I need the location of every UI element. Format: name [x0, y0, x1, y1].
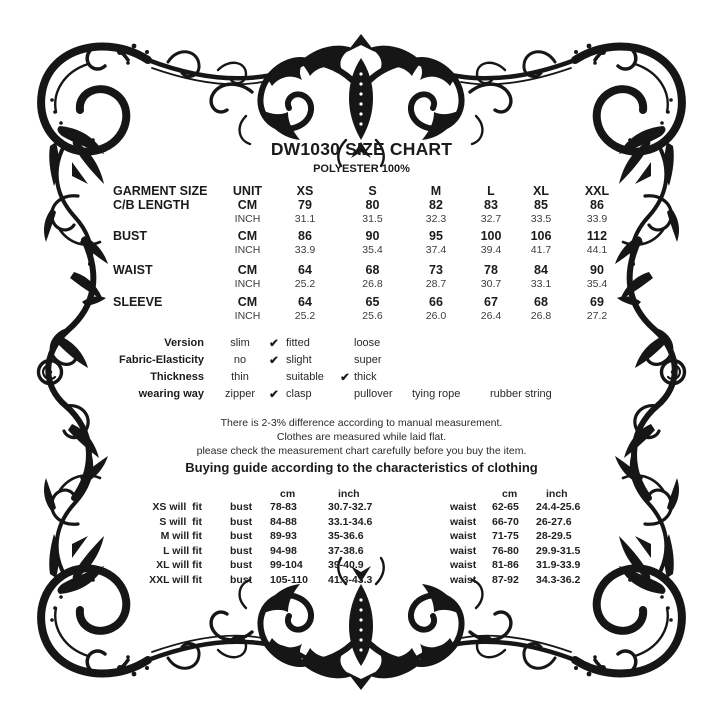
value-cell: 33.9 — [294, 244, 316, 256]
value-cell: 25.2 — [294, 278, 316, 290]
part-label: bust — [230, 559, 253, 572]
inch-range: 30.7-32.7 — [328, 501, 373, 514]
part-label: bust — [230, 544, 253, 557]
attribute-row-thickness — [100, 368, 640, 385]
part-label: bust — [230, 573, 253, 586]
attribute-option: slim — [230, 336, 250, 349]
fit-label: XXL will fit — [149, 573, 202, 586]
table-row — [113, 243, 627, 257]
value-cell: 78 — [484, 263, 498, 277]
attribute-option: rubber string — [490, 387, 552, 400]
part-label: waist — [450, 573, 477, 586]
attribute-option: clasp — [286, 387, 312, 400]
attribute-row-wearing-way — [100, 385, 640, 402]
fit-label: XS will fit — [152, 501, 202, 514]
value-cell: 73 — [429, 263, 443, 277]
value-cell: 68 — [534, 295, 548, 309]
fabric-subtitle: POLYESTER 100% — [313, 163, 410, 175]
buying-guide-row — [140, 573, 602, 588]
check-icon: ✔ — [340, 371, 350, 384]
value-cell: 26.4 — [480, 310, 502, 322]
value-cell: 33.9 — [586, 213, 608, 225]
row-label: BUST — [113, 229, 148, 243]
value-cell: 37.4 — [425, 244, 447, 256]
fit-label: M will fit — [160, 530, 202, 543]
col-garment-size: GARMENT SIZE — [113, 183, 208, 198]
unit-cell: CM — [237, 198, 258, 212]
part-label: bust — [230, 515, 253, 528]
fit-label: S will fit — [159, 515, 202, 528]
unit-cell: INCH — [234, 310, 261, 322]
cm-range: 94-98 — [270, 544, 297, 557]
inch-range: 26-27.6 — [536, 515, 572, 528]
col-m: M — [430, 183, 442, 198]
value-cell: 86 — [590, 198, 604, 212]
cm-range: 81-86 — [492, 559, 519, 572]
col-unit: UNIT — [232, 183, 263, 198]
buying-guide-row — [140, 558, 602, 573]
fit-label: L will fit — [163, 544, 202, 557]
inch-range: 34.3-36.2 — [536, 573, 581, 586]
attribute-option: slight — [286, 353, 312, 366]
buying-guide-table — [140, 487, 602, 587]
value-cell: 26.8 — [530, 310, 552, 322]
value-cell: 69 — [590, 295, 604, 309]
check-icon: ✔ — [269, 354, 279, 367]
value-cell: 26.8 — [362, 278, 383, 290]
attribute-option: thick — [354, 370, 377, 383]
inch-range: 31.9-33.9 — [536, 559, 581, 572]
part-label: waist — [450, 559, 477, 572]
inch-range: 24.4-25.6 — [536, 501, 581, 514]
part-label: waist — [450, 501, 477, 514]
col-xxl: XXL — [584, 183, 610, 198]
row-label: WAIST — [113, 263, 153, 277]
inch-range: 33.1-34.6 — [328, 515, 373, 528]
value-cell: 90 — [365, 229, 380, 243]
row-label: SLEEVE — [113, 295, 163, 309]
value-cell: 31.5 — [362, 213, 383, 225]
unit-cell: CM — [237, 263, 258, 277]
value-cell: 32.3 — [425, 213, 447, 225]
size-table-header — [113, 183, 627, 198]
part-label: waist — [450, 530, 477, 543]
note-line: please check the measurement chart carefully before you buy the item. — [196, 445, 527, 457]
header-inch: inch — [546, 487, 568, 500]
table-row — [113, 212, 627, 226]
col-xs: XS — [296, 183, 314, 198]
attribute-option: pullover — [354, 387, 393, 400]
header-inch: inch — [338, 487, 360, 500]
value-cell: 85 — [534, 198, 548, 212]
cm-range: 84-88 — [270, 515, 297, 528]
cm-range: 66-70 — [492, 515, 519, 528]
buying-guide-row — [140, 529, 602, 544]
value-cell: 64 — [298, 263, 312, 277]
value-cell: 25.2 — [294, 310, 316, 322]
attribute-label: Fabric-Elasticity — [119, 353, 204, 366]
inch-range: 41.3-43.3 — [328, 573, 373, 586]
row-label: C/B LENGTH — [113, 198, 190, 212]
table-row — [113, 277, 627, 291]
value-cell: 95 — [429, 229, 443, 243]
value-cell: 90 — [590, 263, 604, 277]
value-cell: 65 — [365, 295, 380, 309]
note-line: There is 2-3% difference according to manual measurement. — [220, 417, 503, 429]
attribute-option: tying rope — [412, 387, 461, 400]
value-cell: 80 — [365, 198, 380, 212]
value-cell: 35.4 — [362, 244, 383, 256]
cm-range: 78-83 — [270, 501, 297, 514]
value-cell: 86 — [298, 229, 312, 243]
value-cell: 79 — [298, 198, 312, 212]
cm-range: 99-104 — [270, 559, 303, 572]
attribute-label: Version — [164, 336, 204, 349]
page-title: DW1030 SIZE CHART — [270, 139, 453, 159]
attribute-option: no — [233, 353, 247, 366]
value-cell: 41.7 — [530, 244, 552, 256]
attribute-row-version — [100, 334, 640, 351]
attribute-option: thin — [231, 370, 249, 383]
value-cell: 67 — [484, 295, 498, 309]
value-cell: 44.1 — [586, 244, 608, 256]
cm-range: 87-92 — [492, 573, 519, 586]
value-cell: 32.7 — [480, 213, 502, 225]
value-cell: 112 — [586, 229, 608, 243]
value-cell: 33.5 — [530, 213, 552, 225]
cm-range: 105-110 — [270, 573, 308, 586]
part-label: waist — [450, 515, 477, 528]
table-row — [113, 309, 627, 323]
col-l: L — [487, 183, 495, 198]
table-row — [113, 263, 627, 277]
cm-range: 71-75 — [492, 530, 519, 543]
cm-range: 62-65 — [492, 501, 519, 514]
fit-label: XL will fit — [156, 559, 202, 572]
buying-guide-row — [140, 515, 602, 530]
part-label: bust — [230, 530, 253, 543]
cm-range: 89-93 — [270, 530, 297, 543]
header-cm: cm — [502, 487, 518, 500]
value-cell: 100 — [480, 229, 502, 243]
attribute-label: Thickness — [150, 370, 204, 383]
unit-cell: CM — [237, 295, 258, 309]
col-s: S — [368, 183, 377, 198]
cm-range: 76-80 — [492, 544, 519, 557]
check-icon: ✔ — [269, 388, 279, 401]
table-row — [113, 295, 627, 309]
col-xl: XL — [533, 183, 549, 198]
check-icon: ✔ — [269, 337, 279, 350]
buying-guide-heading: Buying guide according to the characteristics of clothing — [185, 460, 538, 475]
attribute-option: zipper — [225, 387, 255, 400]
value-cell: 39.4 — [480, 244, 502, 256]
inch-range: 29.9-31.5 — [536, 544, 581, 557]
table-row — [113, 198, 627, 212]
value-cell: 31.1 — [294, 213, 316, 225]
buying-guide-row — [140, 500, 602, 515]
inch-range: 28-29.5 — [536, 530, 572, 543]
value-cell: 26.0 — [425, 310, 447, 322]
attribute-option: fitted — [286, 336, 310, 349]
inch-range: 35-36.6 — [328, 530, 364, 543]
unit-cell: INCH — [234, 244, 261, 256]
value-cell: 66 — [429, 295, 443, 309]
buying-guide-row — [140, 544, 602, 559]
inch-range: 37-38.6 — [328, 544, 364, 557]
value-cell: 83 — [484, 198, 498, 212]
unit-cell: CM — [237, 229, 258, 243]
unit-cell: INCH — [234, 278, 261, 290]
value-cell: 35.4 — [586, 278, 608, 290]
part-label: bust — [230, 501, 253, 514]
attribute-option: super — [354, 353, 382, 366]
unit-cell: INCH — [234, 213, 261, 225]
attribute-option: suitable — [286, 370, 324, 383]
value-cell: 25.6 — [362, 310, 383, 322]
header-cm: cm — [280, 487, 296, 500]
attribute-option: loose — [354, 336, 381, 349]
table-row — [113, 229, 627, 243]
value-cell: 82 — [429, 198, 443, 212]
part-label: waist — [450, 544, 477, 557]
value-cell: 64 — [298, 295, 312, 309]
value-cell: 28.7 — [425, 278, 447, 290]
buying-guide-header — [140, 487, 602, 500]
attribute-row-elasticity — [100, 351, 640, 368]
measurement-notes — [0, 416, 723, 458]
value-cell: 68 — [365, 263, 380, 277]
inch-range: 39-40.9 — [328, 559, 364, 572]
value-cell: 33.1 — [530, 278, 552, 290]
attribute-label: wearing way — [138, 387, 204, 400]
value-cell: 84 — [534, 263, 548, 277]
value-cell: 27.2 — [586, 310, 608, 322]
size-table — [113, 183, 627, 323]
note-line: Clothes are measured while laid flat. — [276, 431, 447, 443]
value-cell: 30.7 — [480, 278, 502, 290]
garment-attributes — [100, 334, 640, 402]
value-cell: 106 — [530, 229, 552, 243]
